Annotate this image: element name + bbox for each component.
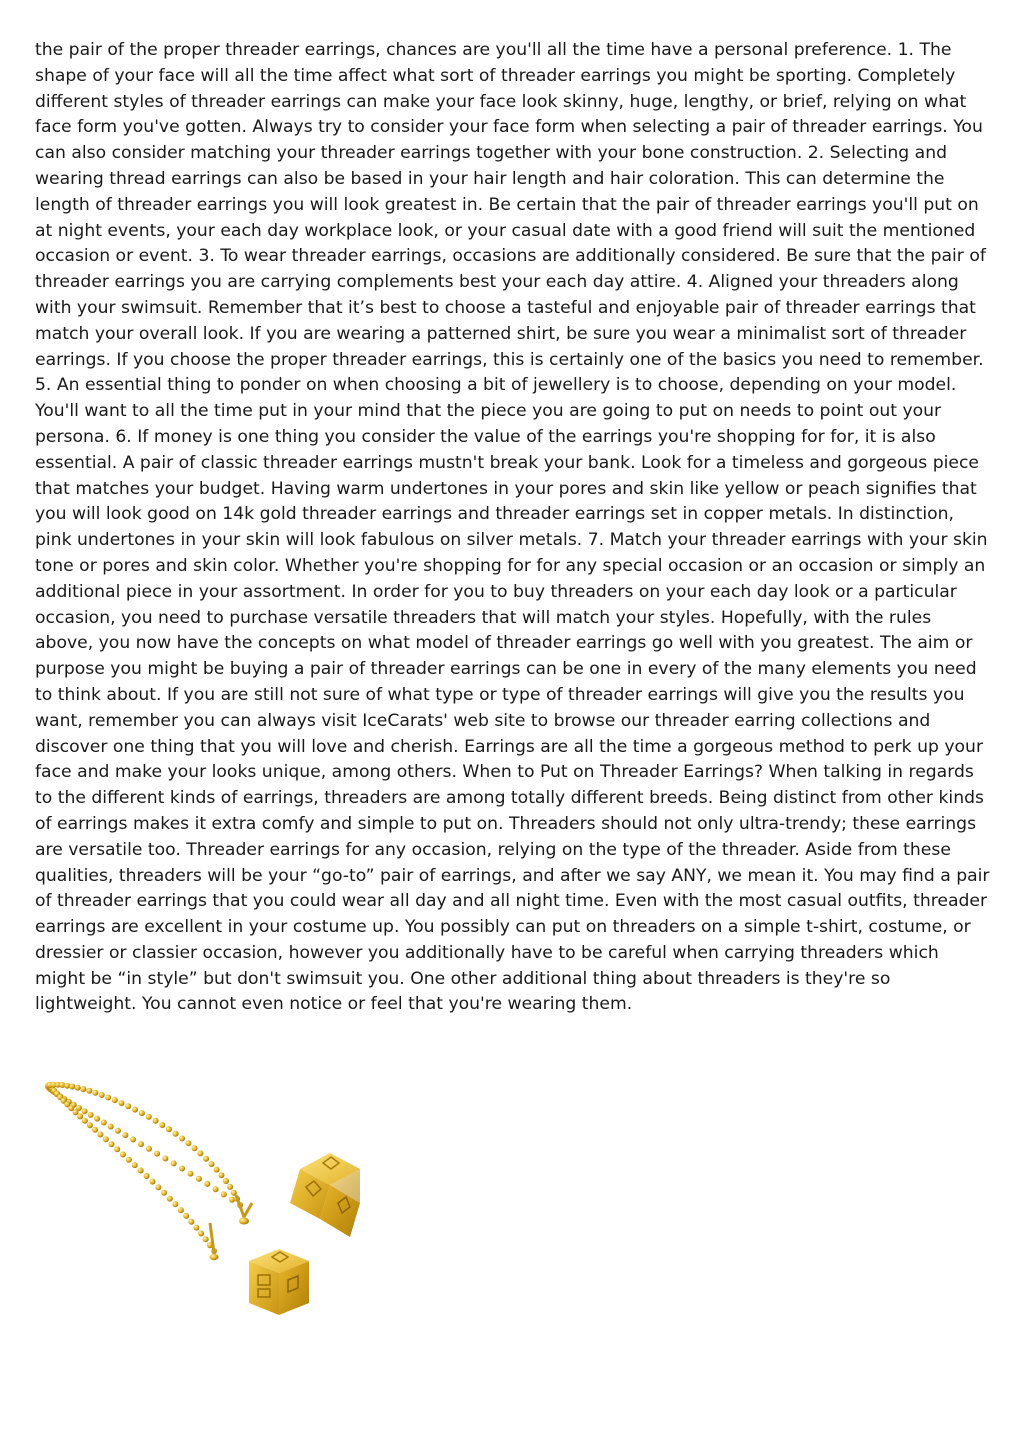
chain-bead: [196, 1176, 202, 1182]
chain-bead: [209, 1161, 215, 1167]
chain-bead: [203, 1236, 209, 1242]
chain-bead: [80, 1086, 86, 1092]
chain-bead: [150, 1179, 156, 1185]
chain-bead: [144, 1173, 150, 1179]
chain-bead: [75, 1085, 81, 1091]
chain-bead: [185, 1140, 191, 1146]
chain-bead: [138, 1141, 144, 1147]
chain-bead: [172, 1201, 178, 1207]
chain-bead: [114, 1146, 120, 1152]
chain-bead: [69, 1084, 75, 1090]
chain-bead: [101, 1120, 107, 1126]
chain-bead: [88, 1112, 94, 1118]
gold-die-lower: [249, 1249, 309, 1315]
chain-bead: [82, 1108, 88, 1114]
chain-bead: [120, 1152, 126, 1158]
chain-bead: [214, 1167, 220, 1173]
chain-bead: [229, 1197, 235, 1203]
bead-chain: [45, 1082, 243, 1254]
chain-bead: [162, 1156, 168, 1162]
chain-bead: [154, 1151, 160, 1157]
chain-bead: [166, 1126, 172, 1132]
chain-bead: [221, 1191, 227, 1197]
chain-bead: [105, 1095, 111, 1101]
chain-bead: [179, 1136, 185, 1142]
chain-bead: [179, 1166, 185, 1172]
chain-bead: [64, 1083, 70, 1089]
chain-bead: [109, 1141, 115, 1147]
chain-bead: [197, 1150, 203, 1156]
chain-bead: [204, 1181, 210, 1187]
chain-bead: [125, 1103, 131, 1109]
chain-bead: [159, 1122, 165, 1128]
chain-bead: [223, 1178, 229, 1184]
chain-bead: [132, 1162, 138, 1168]
chain-bead: [99, 1092, 105, 1098]
chain-bead: [153, 1118, 159, 1124]
chain-bead: [178, 1207, 184, 1213]
article-body-text: the pair of the proper threader earrings, chances are you'll all the time have a personal preference. 1. The shape of your face will all the time affect what sort of threader earrings you might be sporting. Completely different styles of threader earrings can make your face look skinny, huge, lengthy, or brief, relying on what face form you've gotten. Always try to consider your face form when selecting a pair of threader earrings. You can also consider matching your threader earrings together with your bone construction. 2. Selecting and wearing thread earrings can also be based in your hair length and hair coloration. This can determine the length of threader earrings you will look greatest in. Be certain that the pair of threader earrings you'll put on at night events, your each day workplace look, or your casual date with a good friend will suit the mentioned occasion or event. 3. To wear threader earrings, occasions are additionally considered. Be sure that the pair of threader earrings you are carrying complements best your each day attire. 4. Aligned your threaders along with your swimsuit. Remember that it’s best to choose a tasteful and enjoyable pair of threader earrings that match your overall look. If you are wearing a patterned shirt, be sure you wear a minimalist sort of threader earrings. If you choose the proper threader earrings, this is certainly one of the basics you need to remember. 5. An essential thing to ponder on when choosing a bit of jewellery is to choose, depending on your model. You'll want to all the time put in your mind that the piece you are going to put on needs to point out your persona. 6. If money is one thing you consider the value of the earrings you're shopping for for, it is also essential. A pair of classic threader earrings mustn't break your bank. Look for a timeless and gorgeous piece that matches your budget. Having warm undertones in your pores and skin like yellow or peach signifies that you will look good on 14k gold threader earrings and threader earrings set in copper metals. In distinction, pink undertones in your skin will look fabulous on silver metals. 7. Match your threader earrings with your skin tone or pores and skin color. Whether you're shopping for for any special occasion or an occasion or simply an additional piece in your assortment. In order for you to buy threaders on your each day look or a particular occasion, you need to purchase versatile threaders that will match your styles. Hopefully, with the rules above, you now have the concepts on what model of threader earrings go well with you greatest. The aim or purpose you might be buying a pair of threader earrings can be one in every of the many elements you need to think about. If you are still not sure of what type or type of threader earrings will give you the results you want, remember you can always visit IceCarats' web site to browse our threader earring collections and discover one thing that you will love and cherish. Earrings are all the time a gorgeous method to perk up your face and make your looks unique, among others. When to Put on Threader Earrings? When talking in regards to the different kinds of earrings, threaders are among totally different breeds. Being distinct from other kinds of earrings makes it extra comfy and simple to put on. Threaders should not only ultra-trendy; these earrings are versatile too. Threader earrings for any occasion, relying on the type of the threader. Aside from these qualities, threaders will be your “go-to” pair of earrings, and after we say ANY, we mean it. You may find a pair of threader earrings that you could wear all day and all night time. Even with the most casual outfits, threader earrings are excellent in your costume up. You possibly can put on threaders on a simple t-shirt, costume, or dressier or classier occasion, however you additionally have to be careful when carrying threaders which might be “in style” but don't swimsuit you. One other additional thing about threaders is they're so lightweight. You cannot even notice or feel that you're wearing them.: [35, 40, 990, 1015]
chain-bead: [155, 1184, 161, 1190]
chain-bead: [97, 1132, 103, 1138]
chain-bead: [167, 1196, 173, 1202]
chain-bead: [219, 1172, 225, 1178]
chain-bead: [73, 1109, 79, 1115]
chain-bead: [103, 1136, 109, 1142]
chain-bead: [146, 1146, 152, 1152]
chain-bead: [188, 1171, 194, 1177]
chain-bead: [138, 1168, 144, 1174]
chain-bead: [192, 1145, 198, 1151]
chain-bead: [92, 1127, 98, 1133]
chain-bead: [77, 1113, 83, 1119]
chain-bead: [122, 1132, 128, 1138]
chain-bead: [94, 1116, 100, 1122]
chain-bead: [112, 1097, 118, 1103]
chain-bead: [188, 1219, 194, 1225]
chain-bead: [231, 1190, 237, 1196]
chain-bead: [213, 1186, 219, 1192]
chain-bead: [132, 1107, 138, 1113]
gold-dice-keychain-image: [30, 1075, 390, 1335]
chain-bead: [115, 1128, 121, 1134]
chain-bead: [82, 1118, 88, 1124]
chain-bead: [227, 1184, 233, 1190]
chain-bead: [130, 1137, 136, 1143]
chain-bead: [92, 1090, 98, 1096]
chain-bead: [171, 1160, 177, 1166]
chain-bead: [146, 1114, 152, 1120]
chain-bead: [198, 1231, 204, 1237]
chain-bead: [108, 1124, 114, 1130]
chain-bead: [87, 1122, 93, 1128]
chain-bead: [139, 1110, 145, 1116]
chain-bead: [173, 1131, 179, 1137]
gold-die-upper: [290, 1153, 360, 1237]
chain-bead: [119, 1100, 125, 1106]
chain-bead: [203, 1156, 209, 1162]
chain-bead: [126, 1157, 132, 1163]
chain-bead: [183, 1213, 189, 1219]
chain-bead: [193, 1225, 199, 1231]
chain-bead: [161, 1190, 167, 1196]
chain-bead: [86, 1088, 92, 1094]
gold-dice-keychain-illustration: [30, 1075, 390, 1335]
